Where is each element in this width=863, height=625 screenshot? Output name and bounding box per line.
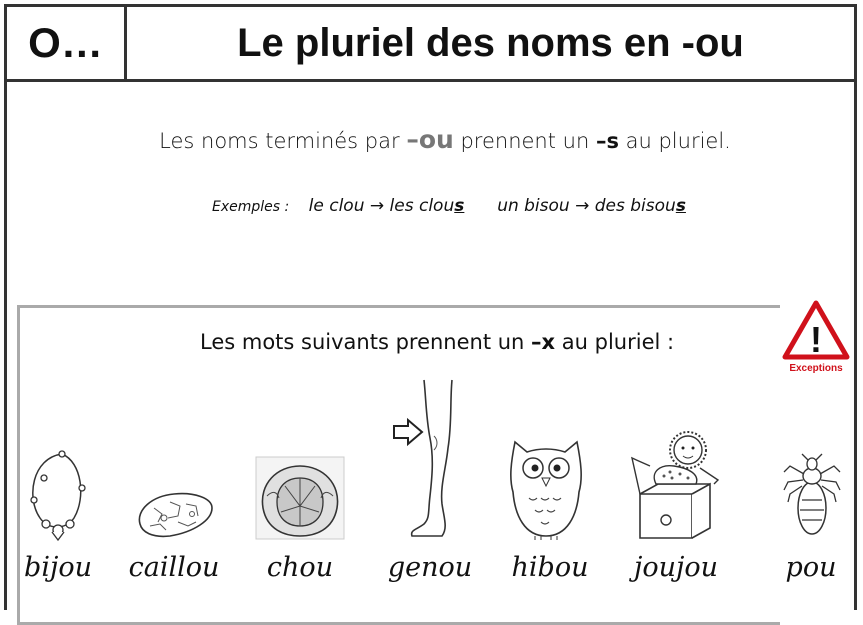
main-rule [145,125,745,154]
exceptions-badge: Exceptions [789,363,843,374]
necklace-icon [22,448,92,543]
rule-text-1: Les noms terminés par [159,129,407,153]
word-hibou: hibou [511,552,589,583]
example-1-plural-ending: s [454,196,465,216]
owl-icon [505,432,587,540]
example-2-plural: des bisou [594,196,676,216]
word-genou: genou [387,552,473,583]
example-2-singular: un bisou [497,196,570,216]
rule-suffix: –s [595,129,619,153]
arrow-icon: → [575,196,590,216]
stone-icon [134,488,216,540]
example-1-singular: le clou [308,196,365,216]
arrow-icon: → [369,196,385,216]
example-2-plural-ending: s [675,196,686,216]
warning-symbol: ! [810,319,822,360]
word-chou: chou [266,552,334,583]
rule-text-3: au pluriel. [618,129,731,153]
exceptions-intro [200,330,674,354]
louse-icon [780,452,844,542]
exceptions-intro-text-1: Les mots suivants prennent un [200,330,532,354]
examples-line [212,196,686,216]
rule-ending: –ou [406,125,454,154]
example-1-plural: les clou [389,196,455,216]
leg-knee-icon [390,378,470,540]
header [4,4,857,82]
exceptions-suffix: –x [531,330,556,354]
page-title: Le pluriel des noms en -ou [237,20,744,65]
jack-in-the-box-icon [630,428,726,540]
word-bijou: bijou [24,552,92,583]
word-pou: pou [785,552,837,583]
exceptions-intro-text-2: au pluriel : [555,330,675,354]
word-joujou: joujou [633,552,719,583]
word-caillou: caillou [128,552,220,583]
examples-label: Exemples : [212,199,290,215]
rule-text-2: prennent un [453,129,596,153]
level-label: O… [7,7,127,79]
cabbage-icon [255,456,345,540]
